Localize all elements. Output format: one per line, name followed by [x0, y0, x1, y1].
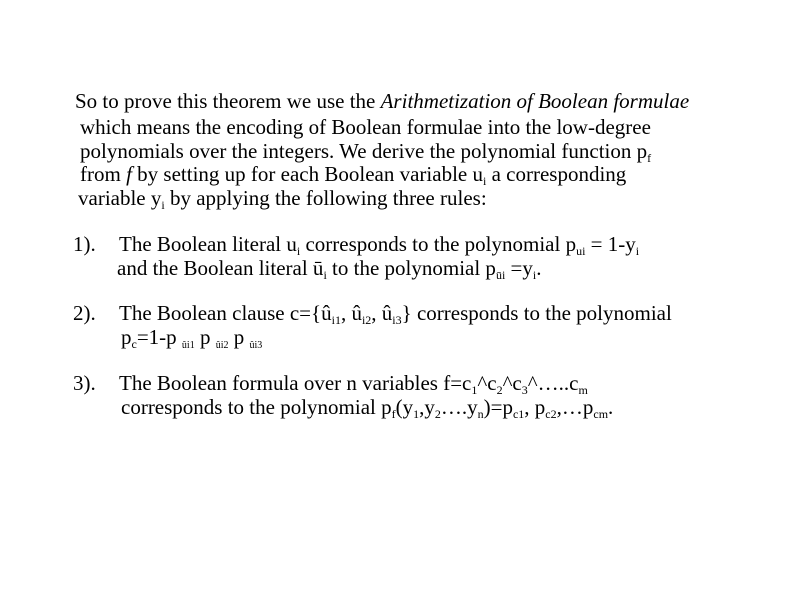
formula-symbol: f: [126, 162, 132, 186]
intro-text: variable y: [78, 186, 162, 210]
intro-line-1: [75, 91, 689, 112]
subscript: i2: [361, 313, 372, 327]
subscript: ûi1: [181, 340, 195, 351]
rule-number: 3).: [73, 371, 96, 395]
subscript: ūi: [495, 268, 506, 282]
rule-text: )=p: [483, 395, 513, 419]
subscript: 1: [471, 383, 478, 397]
rule-text: The Boolean clause c={û: [119, 301, 332, 325]
subscript: c1: [512, 407, 525, 421]
rule-text: =1-p: [136, 325, 182, 349]
rule-text: , û: [371, 301, 393, 325]
intro-line-3: [80, 139, 652, 165]
intro-text: a corresponding: [486, 162, 627, 186]
rule-text: , û: [340, 301, 362, 325]
rule-text: =y: [505, 256, 533, 280]
subscript: c: [131, 337, 137, 351]
rule-number: 2).: [73, 301, 96, 325]
rule-text: ,…p: [556, 395, 594, 419]
intro-text: by setting up for each Boolean variable u: [131, 162, 483, 186]
subscript: cm: [593, 407, 609, 421]
rule-text: ….y: [440, 395, 478, 419]
rule-text: corresponds to the polynomial p: [300, 232, 577, 256]
rule-text: , p: [524, 395, 546, 419]
subscript: f: [647, 151, 652, 165]
arithmetization-term: Arithmetization of Boolean formulae: [380, 89, 690, 113]
rule-2-line-1: [73, 301, 672, 327]
subscript: ui: [576, 244, 586, 258]
rule-1-line-2: [117, 256, 542, 282]
subscript: 2: [434, 407, 441, 421]
subscript: ûi3: [249, 340, 263, 351]
subscript: i: [532, 268, 537, 282]
subscript: n: [477, 407, 484, 421]
intro-line-4: [80, 162, 627, 188]
rule-text: ,y: [419, 395, 435, 419]
subscript: i: [635, 244, 640, 258]
rule-number: 1).: [73, 232, 96, 256]
subscript: i: [323, 268, 327, 282]
rule-text: The Boolean literal u: [119, 232, 297, 256]
rule-text: .: [608, 395, 614, 419]
rule-text: The Boolean formula over n variables f=c: [119, 371, 472, 395]
subscript: i3: [392, 313, 402, 327]
subscript: m: [578, 383, 588, 397]
rule-text: } corresponds to the polynomial: [401, 301, 672, 325]
rule-text: p: [194, 325, 216, 349]
rule-text: ^c: [477, 371, 497, 395]
subscript: 2: [496, 383, 503, 397]
rule-text: p: [121, 325, 132, 349]
rule-2-line-2: [121, 325, 263, 351]
intro-text: by applying the following three rules:: [164, 186, 487, 210]
rule-text: p: [228, 325, 250, 349]
intro-line-5: [78, 186, 487, 212]
subscript: 1: [413, 407, 420, 421]
subscript: ûi2: [215, 340, 229, 351]
subscript: f: [391, 407, 396, 421]
rule-text: ^…..c: [527, 371, 579, 395]
subscript: i: [161, 198, 165, 212]
subscript: i1: [331, 313, 341, 327]
rule-text: .: [536, 256, 542, 280]
rule-text: = 1-y: [585, 232, 636, 256]
subscript: 3: [521, 383, 528, 397]
intro-text: So to prove this theorem we use the: [75, 89, 381, 113]
rule-text: ^c: [502, 371, 522, 395]
subscript: i: [482, 174, 487, 188]
rule-text: corresponds to the polynomial p: [121, 395, 392, 419]
rule-3-line-2: [121, 395, 614, 421]
intro-text: from: [80, 162, 127, 186]
intro-line-2: which means the encoding of Boolean formulae into the low-degree: [80, 115, 651, 139]
rule-1-line-1: [73, 232, 640, 258]
subscript: c2: [545, 407, 557, 421]
intro-text: polynomials over the integers. We derive the polynomial function p: [80, 139, 648, 163]
rule-text: (y: [395, 395, 414, 419]
subscript: i: [296, 244, 301, 258]
rule-text: and the Boolean literal ū: [117, 256, 324, 280]
rule-text: to the polynomial p: [326, 256, 496, 280]
rule-3-line-1: [73, 371, 588, 397]
